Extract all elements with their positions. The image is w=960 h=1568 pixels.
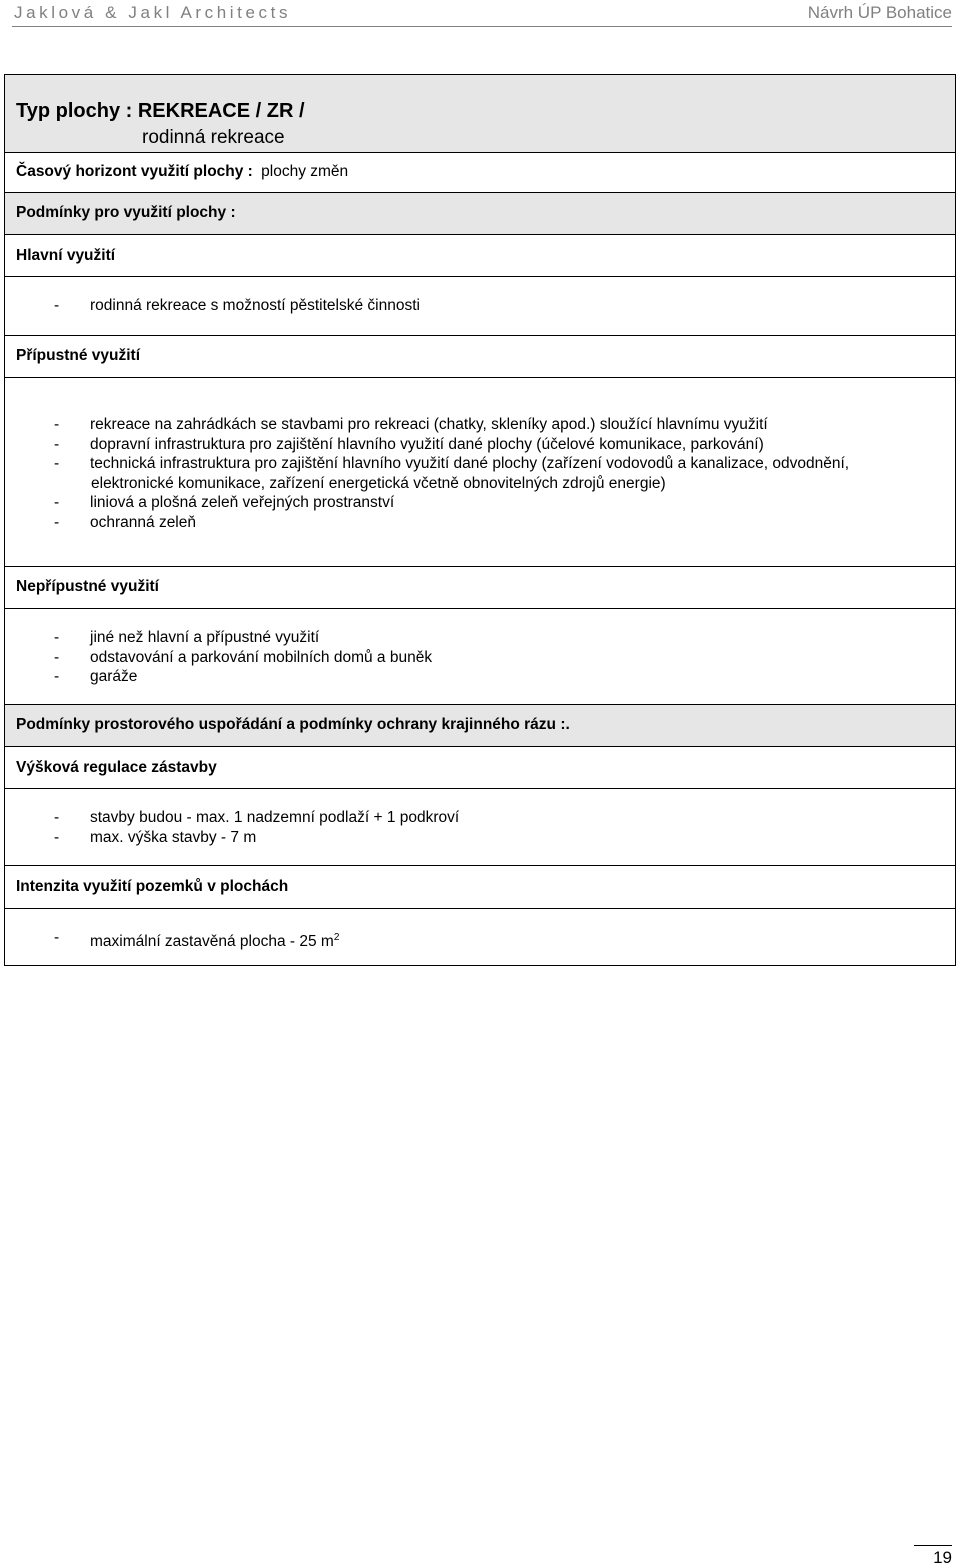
main-use-list [16,296,420,316]
list-item-continuation: elektronické komunikace, zařízení energetická včetně obnovitelných zdrojů energie) [91,474,666,492]
forbidden-use-label: Nepřípustné využití [16,578,159,595]
list-item: - rodinná rekreace s možností pěstitelské činnosti [54,297,420,314]
horizon-label: Časový horizont využití plochy : [16,163,253,180]
list-item: - liniová a plošná zeleň veřejných prostranství [54,494,395,511]
superscript: 2 [333,932,340,943]
intensity-list-row [5,909,955,965]
list-item: - garáže [54,668,138,685]
spatial-conditions-label: Podmínky prostorového uspořádání a podmínky ochrany krajinného rázu :. [16,716,570,733]
horizon-value: plochy změn [261,163,349,180]
height-regulation-label: Výšková regulace zástavby [16,759,217,776]
list-item: - rekreace na zahrádkách se stavbami pro rekreaci (chatky, skleníky apod.) sloužící hlavnímu využití [54,416,768,433]
list-item: - odstavování a parkování mobilních domů a buněk [54,648,433,666]
forbidden-use-list-row [5,609,955,705]
intensity-header-row [5,866,955,909]
list-item: - technická infrastruktura pro zajištění hlavního využití dané plochy (zařízení vodovodů a kanalizace, odvodnění, elektronické komunikace, zařízení energetická včetně obnovitelných zdrojů energie) [54,455,850,492]
height-list-row [5,789,955,866]
list-item: - jiné než hlavní a přípustné využití [54,629,320,646]
height-header-row [5,747,955,789]
list-item: - ochranná zeleň [54,513,196,531]
list-item: - maximální zastavěná plocha - 25 $m^2$ [54,929,340,951]
main-use-list-row [5,277,955,336]
main-use-label: Hlavní využití [16,247,116,264]
list-item: - max. výška stavby - 7 m [54,828,257,846]
allowed-use-list-row [5,378,955,567]
type-subtitle: rodinná rekreace [142,127,285,148]
intensity-label: Intenzita využití pozemků v plochách [16,878,289,895]
conditions-row [5,193,955,235]
horizon-label-wrap [16,163,348,181]
spatial-conditions-row [5,705,955,747]
allowed-use-header-row [5,336,955,378]
forbidden-use-header-row [5,567,955,609]
page-number: 19 [933,1548,952,1567]
type-row [5,75,955,153]
list-item: - stavby budou - max. 1 nadzemní podlaží + 1 podkroví [54,809,460,826]
horizon-row [5,153,955,193]
allowed-use-label: Přípustné využití [16,347,141,364]
conditions-label: Podmínky pro využití plochy : [16,204,236,221]
intensity-list [16,928,339,952]
type-title: Typ plochy : REKREACE / ZR / [16,100,305,122]
height-list [16,808,459,847]
forbidden-use-list [16,628,432,687]
main-use-header-row [5,235,955,277]
list-item: - dopravní infrastruktura pro zajištění hlavního využití dané plochy (účelové komunikace, parkování) [54,435,764,453]
header-divider [12,26,952,27]
footer-divider [914,1545,952,1546]
land-use-form [4,74,956,966]
header-firm: Jaklová & Jakl Architects [14,3,292,22]
allowed-use-list [16,415,849,532]
header-project: Návrh ÚP Bohatice [807,3,952,22]
